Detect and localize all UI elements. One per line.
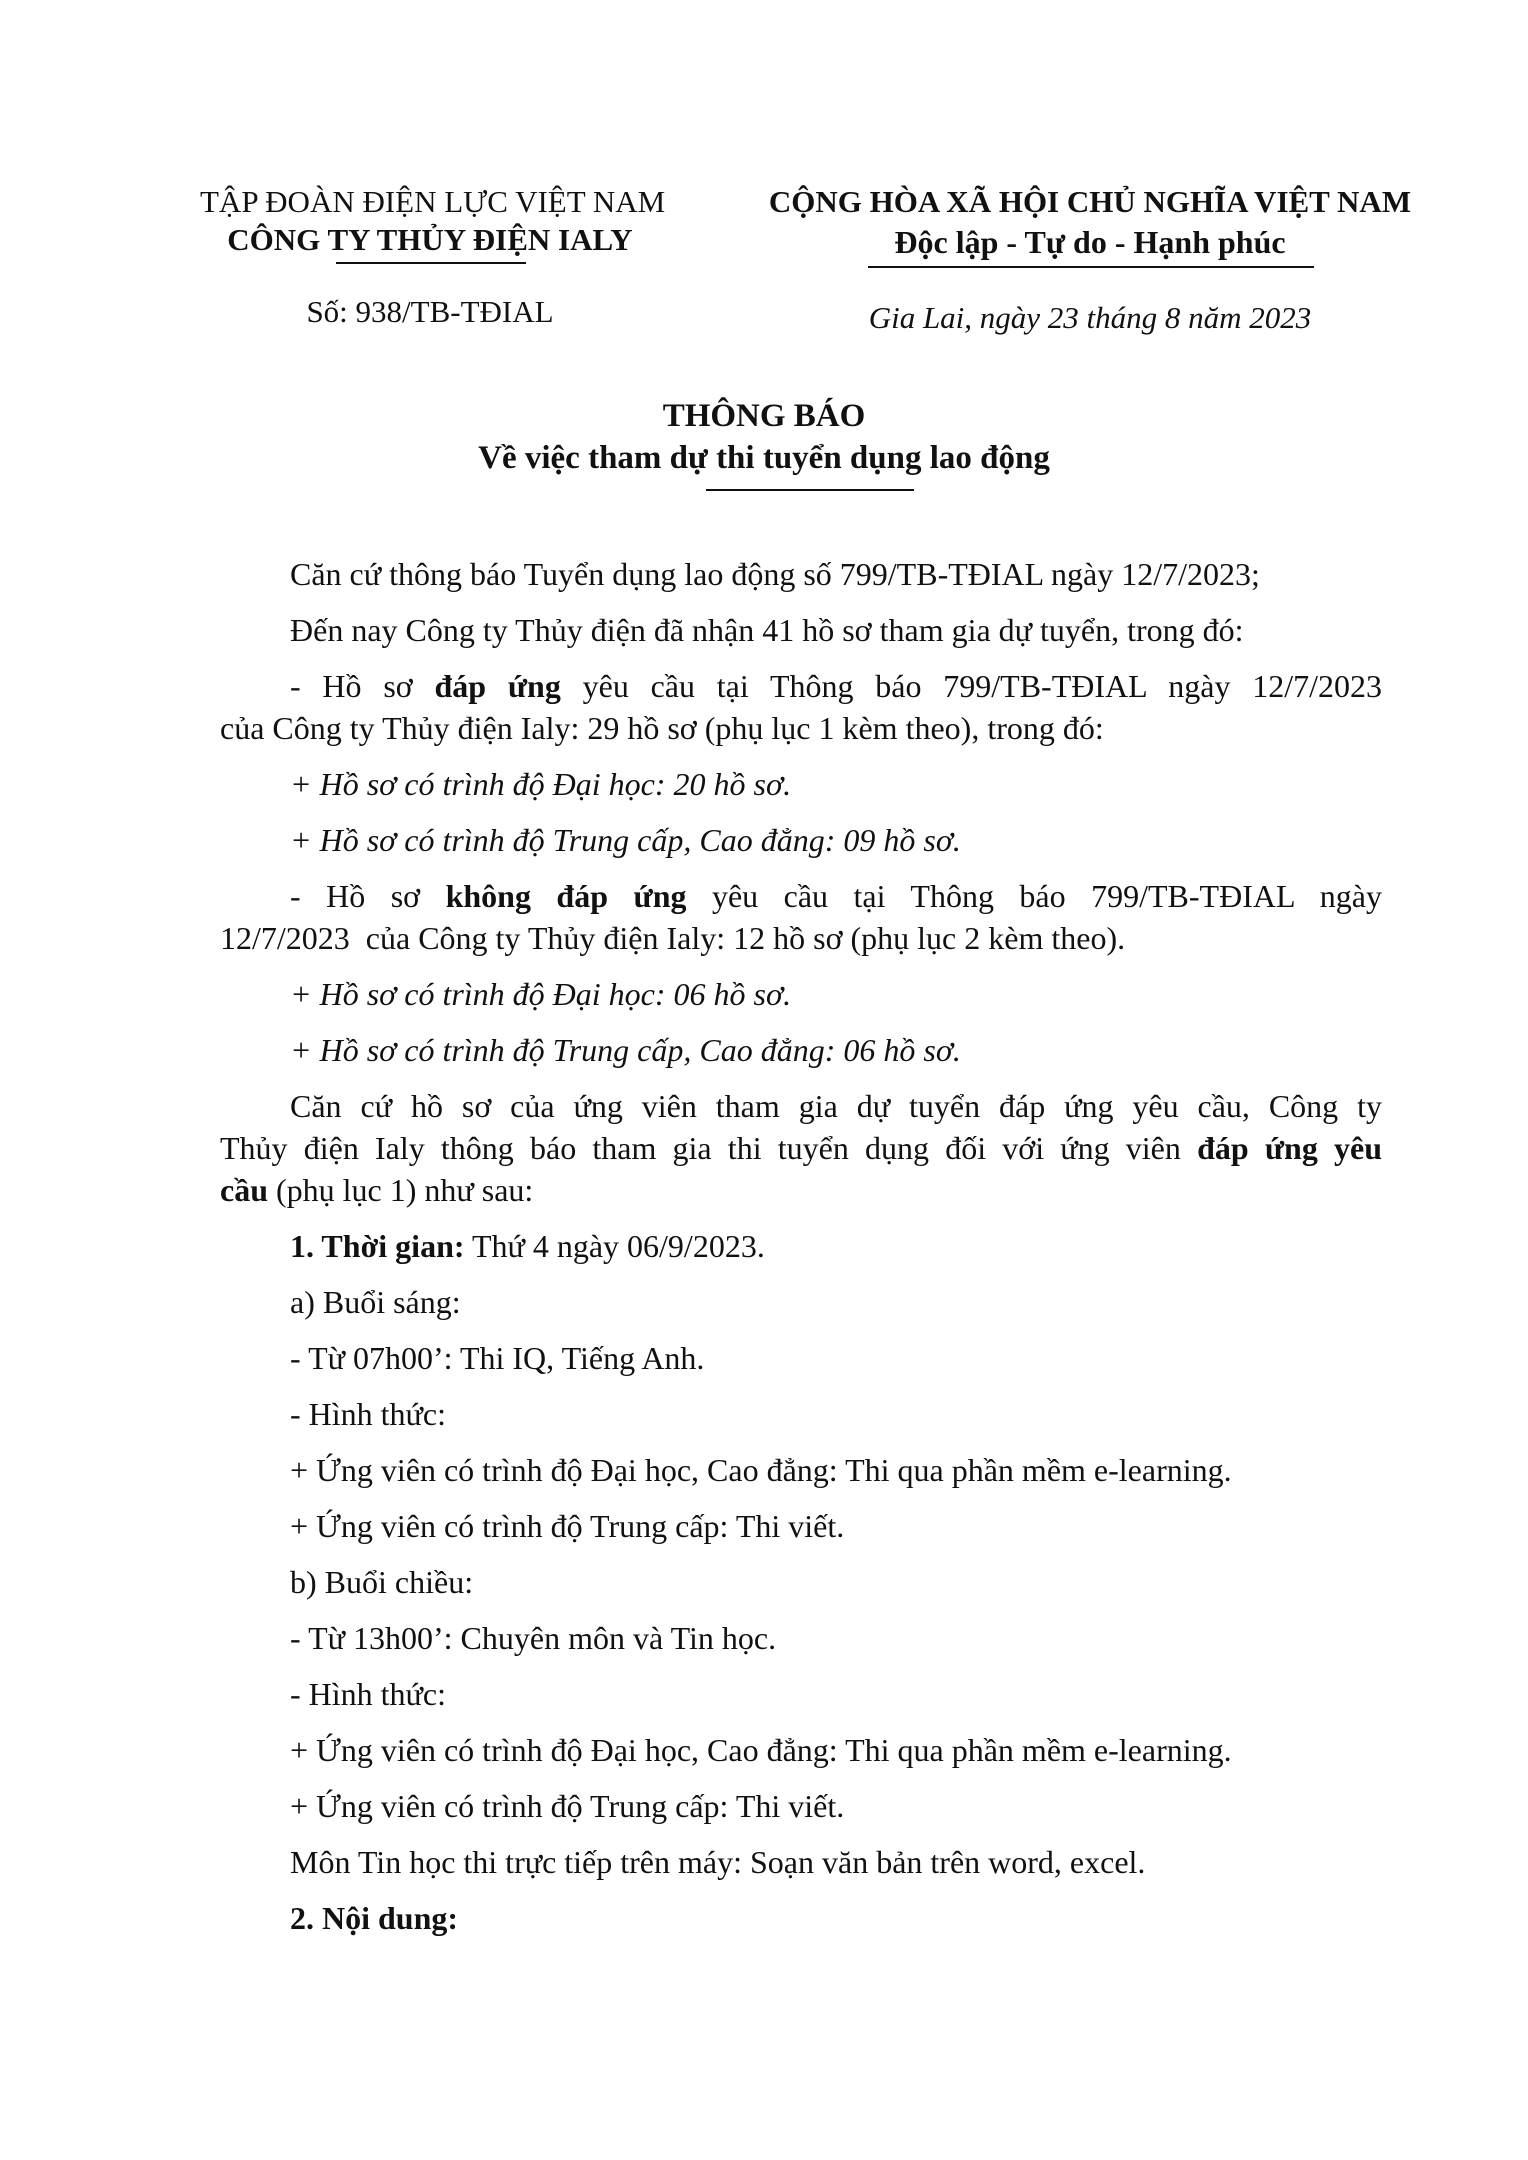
agency-name: TẬP ĐOÀN ĐIỆN LỰC VIỆT NAM	[200, 184, 666, 219]
unqualified-university: + Hồ sơ có trình độ Đại học: 06 hồ sơ.	[290, 976, 792, 1012]
paragraph-announce-line3	[220, 1170, 533, 1210]
paragraph-announce-line2	[220, 1128, 1382, 1168]
section-time-value: Thứ 4 ngày 06/9/2023.	[464, 1228, 765, 1264]
paragraph-qualified-line2: của Công ty Thủy điện Ialy: 29 hồ sơ (phụ lục 1 kèm theo), trong đó:	[220, 710, 1104, 746]
morning-format: - Hình thức:	[290, 1396, 446, 1432]
text: (phụ lục 1) như sau:	[268, 1172, 534, 1208]
document-number: Số: 938/TB-TĐIAL	[306, 294, 554, 329]
section-time	[290, 1226, 765, 1266]
afternoon-label: b) Buổi chiều:	[290, 1564, 474, 1600]
morning-time: - Từ 07h00’: Thi IQ, Tiếng Anh.	[290, 1340, 705, 1376]
motto-underline	[868, 266, 1314, 268]
company-name: CÔNG TY THỦY ĐIỆN IALY	[227, 222, 633, 257]
afternoon-time: - Từ 13h00’: Chuyên môn và Tin học.	[290, 1620, 777, 1656]
document-title: THÔNG BÁO	[662, 398, 866, 434]
section-content: 2. Nội dung:	[290, 1900, 459, 1936]
bold-qualified: đáp ứng	[434, 668, 561, 704]
place-and-date: Gia Lai, ngày 23 tháng 8 năm 2023	[868, 300, 1312, 335]
paragraph-unqualified-line2: 12/7/2023 của Công ty Thủy điện Ialy: 12 hồ sơ (phụ lục 2 kèm theo).	[220, 920, 1126, 956]
paragraph-unqualified-line1	[290, 876, 1382, 916]
bold-unqualified: không đáp ứng	[445, 878, 687, 914]
paragraph-announce-line1: Căn cứ hồ sơ của ứng viên tham gia dự tuyển đáp ứng yêu cầu, Công ty	[290, 1088, 1382, 1124]
morning-format-university: + Ứng viên có trình độ Đại học, Cao đẳng: Thi qua phần mềm e-learning.	[290, 1452, 1232, 1488]
qualified-college: + Hồ sơ có trình độ Trung cấp, Cao đẳng: 09 hồ sơ.	[290, 822, 961, 858]
national-motto: Độc lập - Tự do - Hạnh phúc	[894, 224, 1286, 260]
morning-label: a) Buổi sáng:	[290, 1284, 461, 1320]
document-subtitle: Về việc tham dự thi tuyển dụng lao động	[478, 440, 1050, 476]
text: - Hồ sơ	[290, 668, 435, 704]
text: yêu cầu tại Thông báo 799/TB-TĐIAL ngày 12/7/2023	[560, 668, 1383, 704]
text: - Hồ sơ	[290, 878, 446, 914]
unqualified-college: + Hồ sơ có trình độ Trung cấp, Cao đẳng: 06 hồ sơ.	[290, 1032, 961, 1068]
subtitle-underline	[706, 489, 914, 491]
afternoon-format-intermediate: + Ứng viên có trình độ Trung cấp: Thi viết.	[290, 1788, 845, 1824]
paragraph-received: Đến nay Công ty Thủy điện đã nhận 41 hồ sơ tham gia dự tuyển, trong đó:	[290, 612, 1244, 648]
it-exam-note: Môn Tin học thi trực tiếp trên máy: Soạn văn bản trên word, excel.	[290, 1844, 1146, 1880]
text: Thủy điện Ialy thông báo tham gia thi tuyển dụng đối với ứng viên	[220, 1130, 1198, 1166]
qualified-university: + Hồ sơ có trình độ Đại học: 20 hồ sơ.	[290, 766, 792, 802]
paragraph-qualified-line1	[290, 666, 1382, 706]
paragraph-basis: Căn cứ thông báo Tuyển dụng lao động số 799/TB-TĐIAL ngày 12/7/2023;	[290, 556, 1260, 592]
morning-format-intermediate: + Ứng viên có trình độ Trung cấp: Thi viết.	[290, 1508, 845, 1544]
section-time-label: 1. Thời gian:	[290, 1228, 465, 1264]
afternoon-format: - Hình thức:	[290, 1676, 446, 1712]
bold-requirement-end: cầu	[220, 1172, 268, 1208]
bold-requirement: đáp ứng yêu	[1197, 1130, 1383, 1166]
company-underline	[336, 262, 526, 264]
text: yêu cầu tại Thông báo 799/TB-TĐIAL ngày	[686, 878, 1383, 914]
afternoon-format-university: + Ứng viên có trình độ Đại học, Cao đẳng: Thi qua phần mềm e-learning.	[290, 1732, 1232, 1768]
national-title: CỘNG HÒA XÃ HỘI CHỦ NGHĨA VIỆT NAM	[768, 184, 1412, 219]
